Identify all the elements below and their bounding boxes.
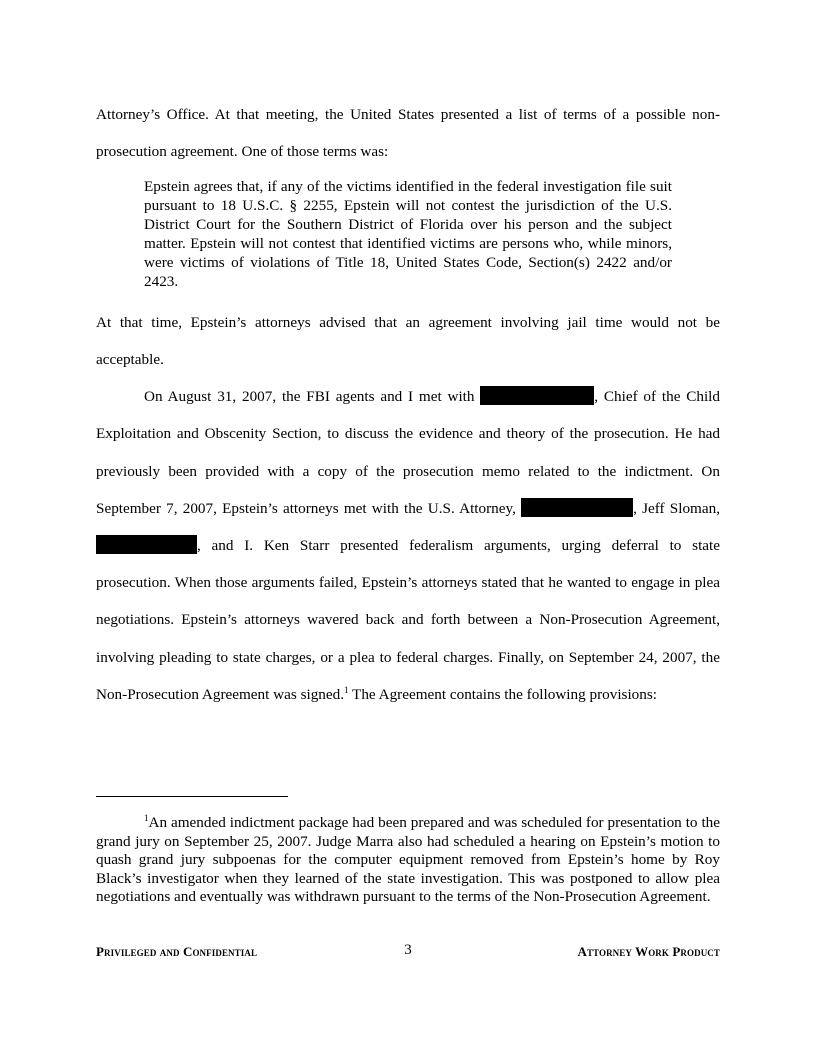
paragraph-meetings — [96, 378, 720, 713]
redaction-box — [480, 386, 594, 405]
footnote-reference: 1 — [344, 684, 349, 695]
page-number: 3 — [404, 942, 412, 958]
text-segment: , Chief of the Child Exploitation and Obscenity Section, to discuss the evidence and theory of the prosecution. He had previously been provided with a copy of the prosecution memo related to the indictment. On September 7, 2007, Epstein’s attorneys met with the U.S. Attorney, — [96, 388, 720, 517]
footnote-divider — [96, 796, 288, 797]
footnote-text: An amended indictment package had been prepared and was scheduled for presentation to the grand jury on September 25, 2007. Judge Marra also had scheduled a hearing on Epstein’s motion to quash grand jury subpoenas for the computer equipment removed from Epstein’s home by Roy Black’s investigator when they learned of the state investigation. This was postponed to allow plea negotiations and eventually was withdrawn pursuant to the terms of the Non-Prosecution Agreement. — [96, 814, 720, 906]
document-body — [96, 96, 720, 713]
text-segment: , Jeff Sloman, — [633, 499, 720, 517]
footnote — [96, 814, 720, 907]
redaction-box — [96, 535, 197, 554]
footnote-marker: 1 — [144, 813, 149, 823]
text-segment: , and I. Ken Starr presented federalism arguments, urging deferral to state prosecution. When those arguments failed, Epstein’s attorneys stated that he wanted to engage in plea negotiations. Epstein’s attorneys wavered back and forth between a Non-Prosecution Agreement, involving pleading to state charges, or a plea to federal charges. Finally, on September 24, 2007, the Non-Prosecution Agreement was signed. — [96, 537, 720, 703]
footer-confidential-label: Privileged and Confidential — [96, 944, 258, 959]
paragraph-jail-time: At that time, Epstein’s attorneys advised that an agreement involving jail time would not be acceptable. — [96, 313, 720, 369]
page-footer — [96, 942, 720, 962]
redaction-box — [521, 498, 633, 517]
paragraph-intro: Attorney’s Office. At that meeting, the United States presented a list of terms of a possible non-prosecution agreement. One of those terms was: — [96, 106, 720, 161]
text-segment: The Agreement contains the following provisions: — [348, 685, 657, 703]
block-quote: Epstein agrees that, if any of the victims identified in the federal investigation file suit pursuant to 18 U.S.C. § 2255, Epstein will not contest the jurisdiction of the U.S. District Court for the Southern District of Florida over his person and the subject matter. Epstein will not contest that identified victims are persons who, while minors, were victims of violations of Title 18, United States Code, Section(s) 2422 and/or 2423. — [144, 178, 672, 290]
footer-work-product-label: Attorney Work Product — [577, 944, 720, 959]
text-segment: On August 31, 2007, the FBI agents and I met with — [144, 388, 481, 406]
